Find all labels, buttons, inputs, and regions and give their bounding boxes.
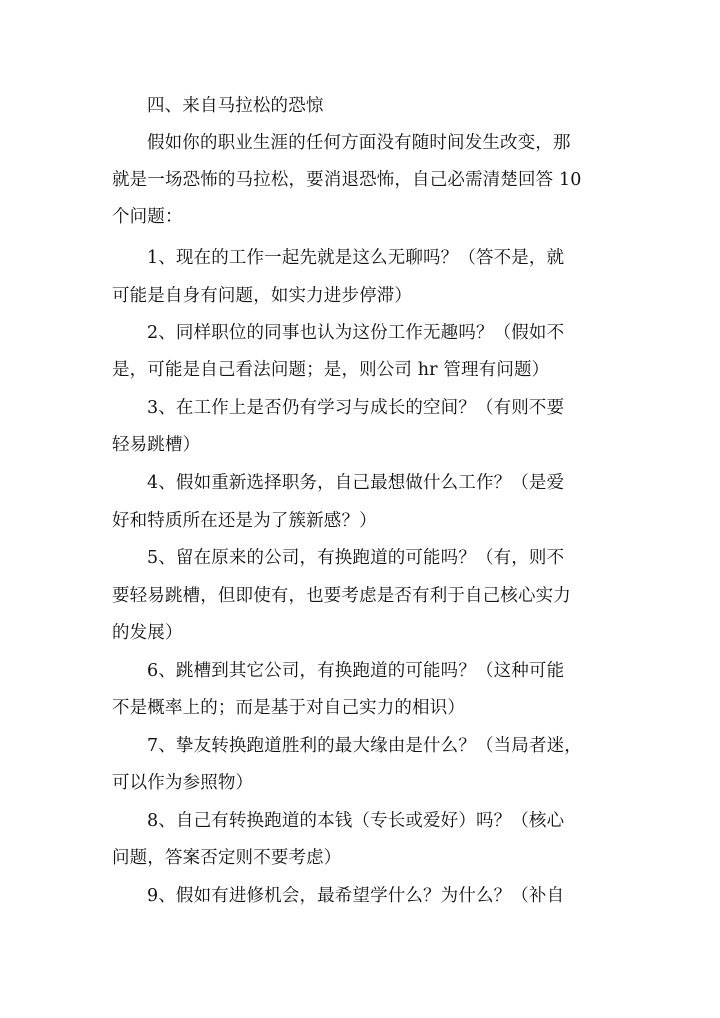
- question-6-line-1: 6、跳槽到其它公司，有换跑道的可能吗？（这种可能: [147, 661, 565, 681]
- question-3-line-1: 3、在工作上是否仍有学习与成长的空间？（有则不要: [147, 398, 565, 418]
- intro-line: 就是一场恐怖的马拉松，要消退恐怖，自己必需清楚回答 10: [112, 170, 582, 190]
- question-1-line-1: 1、现在的工作一起先就是这么无聊吗？（答不是，就: [147, 248, 565, 268]
- question-2-line-1: 2、同样职位的同事也认为这份工作无趣吗？（假如不: [147, 323, 565, 343]
- question-1-line-2: 可能是自身有问题，如实力进步停滞）: [112, 286, 413, 306]
- question-4-line-1: 4、假如重新选择职务，自己最想做什么工作？（是爱: [147, 473, 565, 493]
- question-6-line-2: 不是概率上的；而是基于对自己实力的相识）: [112, 698, 465, 718]
- section-heading: 四、来自马拉松的恐惊: [147, 96, 324, 116]
- question-5-line-2: 要轻易跳槽，但即使有，也要考虑是否有利于自己核心实力: [112, 586, 571, 606]
- intro-line: 假如你的职业生涯的任何方面没有随时间发生改变，那: [147, 133, 571, 153]
- question-5-line-3: 的发展）: [112, 623, 183, 643]
- question-9-line-1: 9、假如有进修机会，最希望学什么？为什么？（补自: [147, 886, 565, 906]
- question-5-line-1: 5、留在原来的公司，有换跑道的可能吗？（有，则不: [147, 548, 565, 568]
- question-8-line-2: 问题，答案否定则不要考虑）: [112, 848, 342, 868]
- question-4-line-2: 好和特质所在还是为了簇新感？）: [112, 511, 377, 531]
- question-8-line-1: 8、自己有转换跑道的本钱（专长或爱好）吗？（核心: [147, 811, 565, 831]
- question-7-line-1: 7、挚友转换跑道胜利的最大缘由是什么？（当局者迷，: [147, 736, 582, 756]
- intro-line: 个问题：: [112, 207, 183, 227]
- question-7-line-2: 可以作为参照物）: [112, 773, 254, 793]
- question-2-line-2: 是，可能是自己看法问题；是，则公司 hr 管理有问题）: [112, 360, 550, 380]
- question-3-line-2: 轻易跳槽）: [112, 435, 201, 455]
